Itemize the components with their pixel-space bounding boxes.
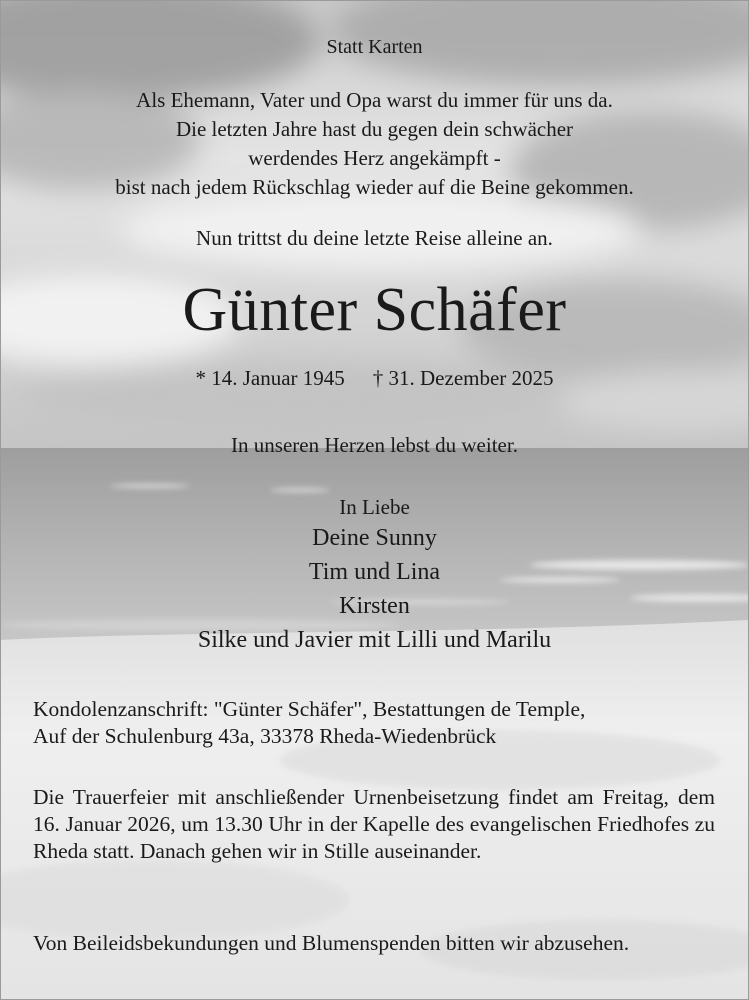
ceremony-paragraph: Die Trauerfeier mit anschließender Urnenbeisetzung findet am Freitag, dem 16. Januar 2026, um 13.30 Uhr in der Kapelle des evangelischen Friedhofes zu Rheda statt. Danach gehen wir in Stille auseinander. [33,785,715,863]
mourner: Deine Sunny [312,525,437,551]
mourner: Silke und Javier mit Lilli und Marilu [197,627,552,653]
closing-line: Von Beileidsbekundungen und Blumenspenden bitten wir abzusehen. [33,931,630,955]
journey-line: Nun trittst du deine letzte Reise alleine an. [196,226,553,250]
poem-line: bist nach jedem Rückschlag wieder auf die Beine gekommen. [115,175,634,199]
death-date: † 31. Dezember 2025 [372,366,554,390]
mourner: Tim und Lina [308,559,441,585]
life-dates [0,365,749,391]
heart-line: In unseren Herzen lebst du weiter. [231,433,518,457]
poem-line: Die letzten Jahre hast du gegen dein schwächer [175,117,574,141]
poem-line: Als Ehemann, Vater und Opa warst du immer für uns da. [136,88,613,112]
poem-line: werdendes Herz angekämpft - [248,146,501,170]
condolence-line: Auf der Schulenburg 43a, 33378 Rheda-Wiedenbrück [33,724,497,748]
condolence-line: Kondolenzanschrift: "Günter Schäfer", Bestattungen de Temple, [33,697,586,721]
header-statt-karten: Statt Karten [326,36,423,58]
birth-date: * 14. Januar 1945 [195,366,345,390]
deceased-name: Günter Schäfer [182,276,567,344]
mourner: Kirsten [339,593,410,619]
signoff: In Liebe [339,495,410,519]
